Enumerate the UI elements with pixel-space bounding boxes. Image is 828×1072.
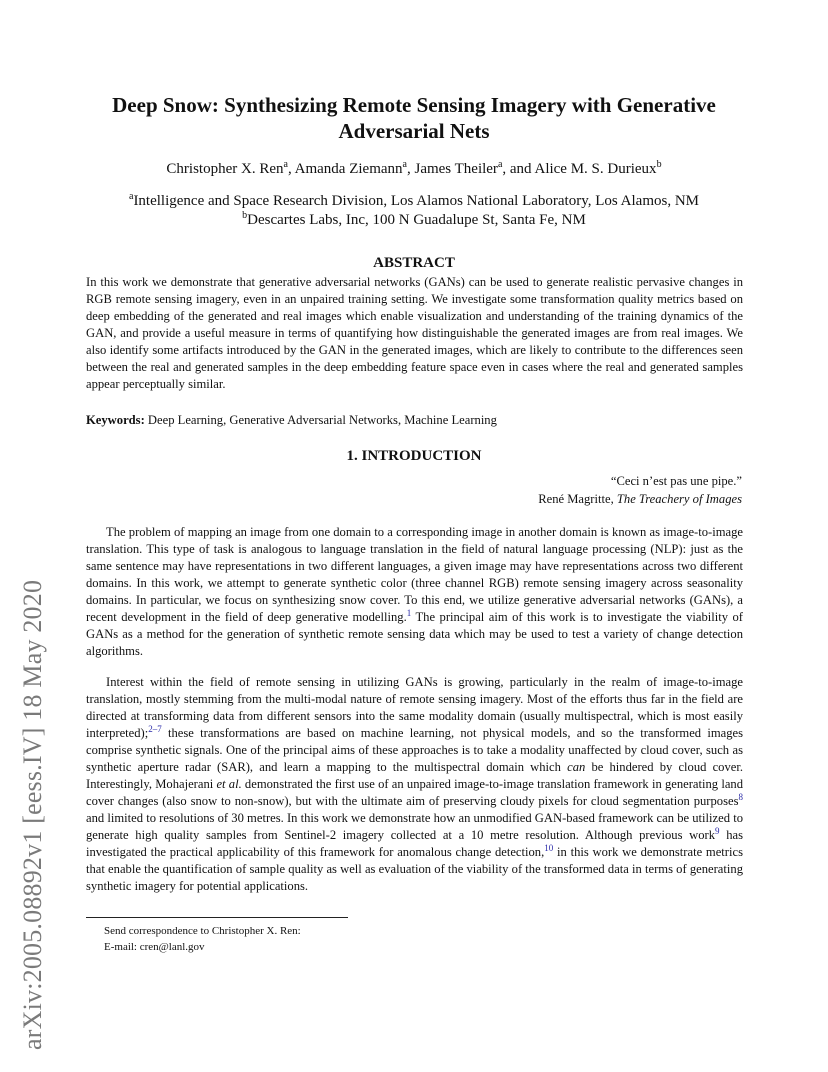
- author-name: Alice M. S. Durieux: [534, 161, 657, 177]
- paragraph-text: The problem of mapping an image from one domain to a corresponding image in another domain is known as image-to-image translation. This type of task is analogous to language translation in the field of natural language processing (NLP): just as the same sentence may have representations in two different languages, a given image may have representations across two different domains. In this work, we attempt to generate synthetic color (three channel RGB) remote sensing imagery across seasonality domains. In particular, we focus on synthesizing snow cover. To this end, we utilize generative adversarial networks (GANs), a recent development in the field of deep generative modelling.: [86, 525, 743, 624]
- affiliation-mark: a: [283, 159, 288, 170]
- emphasis-text: et al.: [216, 777, 242, 791]
- author-name: Amanda Ziemann: [294, 161, 403, 177]
- affiliations: [86, 192, 742, 230]
- citation-link[interactable]: 10: [544, 842, 554, 853]
- affiliation-text: Intelligence and Space Research Division, Los Alamos National Laboratory, Los Alamos, NM: [133, 193, 699, 209]
- epigraph-attribution: [538, 490, 742, 508]
- affiliation-mark: a: [402, 159, 407, 170]
- footnote-divider: [86, 917, 348, 918]
- keywords-text: Deep Learning, Generative Adversarial Networks, Machine Learning: [147, 413, 497, 427]
- keywords-label: Keywords:: [86, 413, 145, 427]
- paragraph-text: has investigated the practical applicability of this framework for anomalous change detection,: [86, 828, 743, 859]
- epigraph-work: The Treachery of Images: [616, 492, 742, 506]
- abstract-text: In this work we demonstrate that generative adversarial networks (GANs) can be used to generate realistic pervasive changes in RGB remote sensing imagery, even in an unpaired training setting. We investigate some transformation quality metrics based on deep embedding of the generated and real images which enable visualization and understanding of the training dynamics of the GAN, and provide a useful measure in terms of quantifying how distinguishable the generated images are from real images. We also identify some artifacts introduced by the GAN in the generated images, which are likely to contribute to the differences seen between the real and generated samples in the deep embedding feature space even in cases where the real and generated samples appear perceptually similar.: [86, 275, 743, 391]
- affiliation-text: Descartes Labs, Inc, 100 N Guadalupe St, Santa Fe, NM: [247, 212, 586, 228]
- paragraph-text: and limited to resolutions of 30 metres. In this work we demonstrate how an unmodified GAN-based framework can be utilized to generate high quality samples from Sentinel-2 imagery collected at a 10 metre resolution. Although previous work: [86, 811, 743, 842]
- author-name: Christopher X. Ren: [166, 161, 284, 177]
- author-separator: , and: [502, 161, 535, 177]
- paragraph-text: be hindered by cloud cover. Interestingly, Mohajerani: [86, 760, 744, 791]
- keywords: [86, 412, 743, 429]
- paragraph-text: Interest within the field of remote sensing in utilizing GANs is growing, particularly in the realm of image-to-image translation, mostly stemming from the multi-modal nature of remote sensing imagery. Most of the efforts thus far in the field are directed at transforming data from different sensors into the same modality domain (usually multispectral, which is most easily interpreted);: [86, 675, 743, 740]
- affiliation-mark: a: [497, 159, 503, 170]
- affiliation-mark: b: [242, 210, 248, 221]
- paragraph-text: The principal aim of this work is to investigate the viability of GANs as a method for the generation of synthetic remote sensing data which may be used to test a variety of change detection algorithms.: [86, 610, 744, 658]
- epigraph: [538, 472, 742, 508]
- author-list: [86, 159, 742, 179]
- footnote: [104, 923, 301, 955]
- emphasis-text: can: [567, 760, 586, 774]
- arxiv-identifier: arXiv:2005.08892v1 [eess.IV] 18 May 2020: [18, 579, 47, 1050]
- footnote-email[interactable]: E-mail: cren@lanl.gov: [104, 941, 205, 953]
- affiliation-mark: b: [656, 159, 662, 170]
- author-name: James Theiler: [414, 161, 498, 177]
- paper-title: Deep Snow: Synthesizing Remote Sensing Imagery with Generative Adversarial Nets: [112, 93, 716, 143]
- paragraph-text: in this work we demonstrate metrics that enable the quantification of sample quality as well as evaluation of the viability of the transformed data in terms of generating synthetic imagery for potential applications.: [86, 845, 743, 893]
- citation-link[interactable]: 8: [738, 791, 743, 802]
- author-separator: ,: [287, 161, 295, 177]
- paragraph-text: these transformations are based on machine learning, not physical models, and so the transformed images comprise synthetic signals. One of the principal aims of these approaches is to take a modality unaffected by cloud cover, such as synthetic aperture radar (SAR), and learn a mapping to the multispectral domain which: [86, 726, 743, 774]
- abstract-heading: ABSTRACT: [373, 255, 455, 271]
- epigraph-author: René Magritte,: [538, 492, 617, 506]
- affiliation-mark: a: [128, 191, 134, 202]
- epigraph-quote: “Ceci n’est pas une pipe.”: [610, 474, 742, 488]
- affiliation-line: [86, 211, 742, 230]
- citation-link[interactable]: 9: [715, 825, 720, 836]
- author-separator: ,: [406, 161, 415, 177]
- citation-link[interactable]: 2–7: [148, 723, 162, 734]
- footnote-correspondence: Send correspondence to Christopher X. Ren:: [104, 925, 301, 937]
- intro-paragraph-2: [86, 674, 743, 895]
- intro-paragraph-1: [86, 524, 743, 660]
- affiliation-line: [86, 192, 742, 211]
- section-heading-introduction: 1. INTRODUCTION: [346, 448, 482, 464]
- citation-link[interactable]: 1: [406, 607, 412, 618]
- paragraph-text: demonstrated the first use of an unpaired image-to-image translation framework in generating land cover changes (also snow to non-snow), but with the ultimate aim of preserving cloudy pixels for cloud segmentation purposes: [86, 777, 743, 808]
